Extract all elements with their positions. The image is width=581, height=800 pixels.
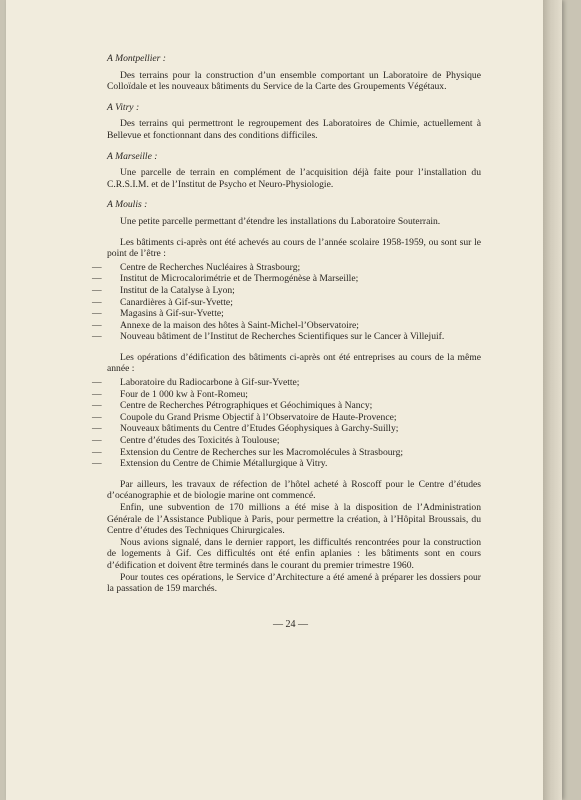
completed-buildings xyxy=(92,236,481,343)
place-heading: A Vitry : xyxy=(107,101,140,113)
section-vitry xyxy=(107,102,481,142)
list-item: — Magasins à Gif-sur-Yvette; xyxy=(92,308,224,320)
section-moulis xyxy=(107,199,481,227)
dash-bullet: — xyxy=(92,388,102,400)
list-item: — Annexe de la maison des hôtes à Saint-Michel-l’Observatoire; xyxy=(92,319,359,331)
list-item: — Four de 1 000 kw à Font-Romeu; xyxy=(92,388,248,400)
section-text: Une parcelle de terrain en complément de l’acquisition déjà faite pour l’installation du C.R.S.I.M. et de l’Institut de Psycho et Neuro-Physiologie. xyxy=(107,167,481,190)
list-item: — Extension du Centre de Chimie Métallurgique à Vitry. xyxy=(92,458,328,470)
list-item: — Centre d’études des Toxicités à Toulouse; xyxy=(92,435,280,447)
closing-paragraph: Enfin, une subvention de 170 millions a été mise à la disposition de l’Administration Générale de l’Assistance Publique à Paris, pour permettre la création, à l’Hôpital Broussais, du Centre d’études des Techniques Chirurgicales. xyxy=(107,502,481,537)
dash-bullet: — xyxy=(92,296,102,308)
closing-paragraph: Nous avions signalé, dans le dernier rapport, les difficultés rencontrées pour la construction de logements à Gif. Ces difficultés ont été enfin aplanies : les bâtiments sont en cours d’édification et doivent être terminés dans le courant du premier trimestre 1960. xyxy=(107,536,481,571)
place-heading: A Marseille : xyxy=(107,150,158,162)
section-marseille xyxy=(107,151,481,191)
place-heading: A Montpellier : xyxy=(107,53,166,64)
page-number: — 24 — xyxy=(273,619,308,630)
dash-bullet: — xyxy=(92,446,102,458)
list-item: — Institut de la Catalyse à Lyon; xyxy=(92,284,235,296)
dash-bullet: — xyxy=(92,377,102,389)
section-text: Une petite parcelle permettant d’étendre les installations du Laboratoire Souterrain. xyxy=(120,215,441,227)
list-item: — Nouveaux bâtiments du Centre d’Etudes Géophysiques à Garchy-Suilly; xyxy=(92,423,399,435)
closing-paragraphs xyxy=(107,479,481,595)
place-heading: A Moulis : xyxy=(107,199,148,211)
dash-bullet: — xyxy=(92,284,102,296)
closing-paragraph: Par ailleurs, les travaux de réfection de l’hôtel acheté à Roscoff pour le Centre d’études d’océanographie et de biologie marine ont commencé. xyxy=(107,478,481,502)
list-item: — Laboratoire du Radiocarbone à Gif-sur-Yvette; xyxy=(92,377,300,389)
closing-paragraph: Pour toutes ces opérations, le Service d’Architecture a été amené à préparer les dossiers pour la passation de 159 marchés. xyxy=(107,571,481,595)
completed-list xyxy=(92,261,481,343)
page-edge-shadow xyxy=(543,0,562,800)
dash-bullet: — xyxy=(92,423,102,435)
section-montpellier xyxy=(107,53,481,93)
completed-intro: Les bâtiments ci-après ont été achevés au cours de l’année scolaire 1958-1959, ou sont sur le point de l’être : xyxy=(107,236,481,260)
section-text: Des terrains qui permettront le regroupement des Laboratoires de Chimie, actuellement à Bellevue et fonctionnant dans des conditions difficiles. xyxy=(107,118,481,141)
dash-bullet: — xyxy=(92,261,102,273)
list-item: — Coupole du Grand Prisme Objectif à l’Observatoire de Haute-Provence; xyxy=(92,411,397,423)
dash-bullet: — xyxy=(92,308,102,320)
page-content xyxy=(92,53,481,604)
dash-bullet: — xyxy=(92,400,102,412)
dash-bullet: — xyxy=(92,435,102,447)
started-list xyxy=(92,377,481,470)
dash-bullet: — xyxy=(92,319,102,331)
list-item: — Nouveau bâtiment de l’Institut de Recherches Scientifiques sur le Cancer à Villejuif. xyxy=(92,331,445,343)
dash-bullet: — xyxy=(92,273,102,285)
started-buildings xyxy=(92,351,481,470)
list-item: — Extension du Centre de Recherches sur les Macromolécules à Strasbourg; xyxy=(92,446,404,458)
dash-bullet: — xyxy=(92,458,102,470)
dash-bullet: — xyxy=(92,411,102,423)
section-text: Des terrains pour la construction d’un ensemble comportant un Laboratoire de Physique Colloïdale et les nouveaux bâtiments du Service de la Carte des Groupements Végétaux. xyxy=(107,69,481,93)
list-item: — Canardières à Gif-sur-Yvette; xyxy=(92,296,233,308)
started-intro: Les opérations d’édification des bâtiments ci-après ont été entreprises au cours de la même année : xyxy=(107,351,481,375)
dash-bullet: — xyxy=(92,331,102,343)
list-item: — Institut de Microcalorimétrie et de Thermogénèse à Marseille; xyxy=(92,273,359,285)
list-item: — Centre de Recherches Nucléaires à Strasbourg; xyxy=(92,261,301,273)
list-item: — Centre de Recherches Pétrographiques et Géochimiques à Nancy; xyxy=(92,400,373,412)
